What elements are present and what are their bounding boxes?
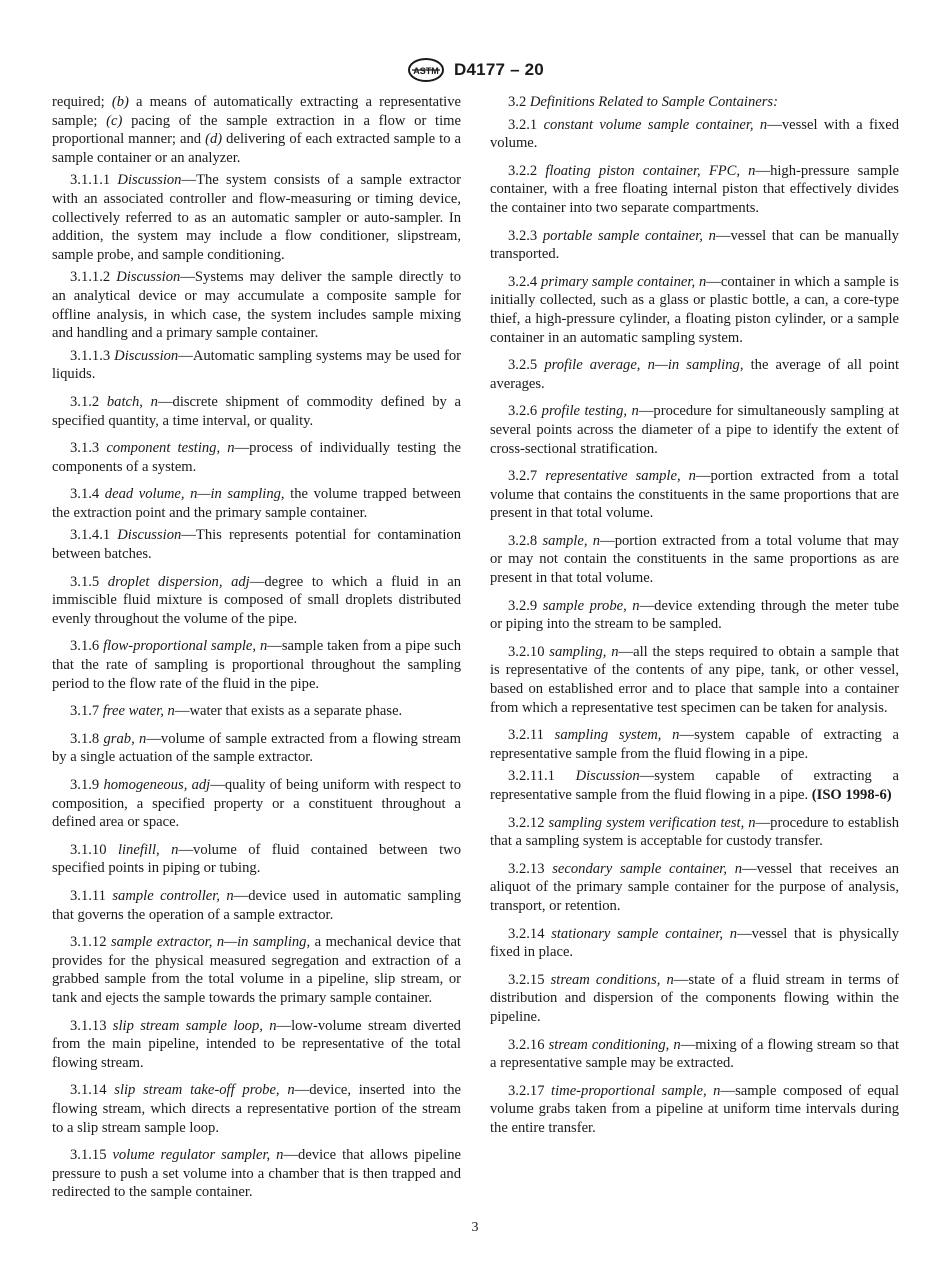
definition-time-proportional-sample: 3.2.17 time-proportional sample, n—sample composed of equal volume grabs taken from a pipeline at uniform time intervals during the entire transfer. xyxy=(490,1082,899,1136)
definition-batch: 3.1.2 batch, n—discrete shipment of commodity defined by a specified quantity, a time interval, or quality. xyxy=(52,393,461,429)
definition-sample-extractor: 3.1.12 sample extractor, n—in sampling, a mechanical device that provides for the physical measured segregation and extraction of a grabbed sample from the total volume in a pipeline, slip stream, or tank and ejects the sample towards the primary sample container. xyxy=(52,934,461,1006)
definition-volume-regulator-sampler: 3.1.15 volume regulator sampler, n—device that allows pipeline pressure to push a set volume into a chamber that is then trapped and redirected to the sample container. xyxy=(52,1147,461,1201)
section-heading: 3.2 Definitions Related to Sample Containers: xyxy=(508,94,778,110)
definition-sample: 3.2.8 sample, n—portion extracted from a total volume that may or may not contain the constituents in the same proportions as are present in that total volume. xyxy=(490,532,899,587)
definition-flow-proportional-sample: 3.1.6 flow-proportional sample, n—sample taken from a pipe such that the rate of sampling is proportional throughout the sampling period to the flow rate of the fluid in the pipe. xyxy=(52,638,461,692)
definition-stream-conditioning: 3.2.16 stream conditioning, n—mixing of a flowing stream so that a representative sample may be extracted. xyxy=(490,1036,899,1072)
definition-profile-average: 3.2.5 profile average, n—in sampling, the average of all point averages. xyxy=(490,357,899,392)
page-header xyxy=(0,56,950,84)
document-id: D4177 – 20 xyxy=(454,60,544,79)
definition-linefill: 3.1.10 linefill, n—volume of fluid contained between two specified points in piping or tubing. xyxy=(52,841,461,877)
definition-sample-probe: 3.2.9 sample probe, n—device extending through the meter tube or piping into the stream to be sampled. xyxy=(490,597,900,633)
definition-portable-sample-container: 3.2.3 portable sample container, n—vessel that can be manually transported. xyxy=(490,227,899,263)
definition-component-testing: 3.1.3 component testing, n—process of individually testing the components of a system. xyxy=(52,440,461,475)
paragraph: 3.1.4.1 Discussion—This represents potential for contamination between batches. xyxy=(52,527,462,563)
definition-slip-stream-sample-loop: 3.1.13 slip stream sample loop, n—low-volume stream diverted from the main pipeline, intended to be representative of the total flowing stream. xyxy=(52,1017,461,1071)
definition-sampling: 3.2.10 sampling, n—all the steps required to obtain a sample that is representative of the contents of any pipe, tank, or other vessel, based on established error and to place that sample into a container from which a representative test specimen can be taken for analysis. xyxy=(490,643,900,716)
paragraph: 3.1.1.2 Discussion—Systems may deliver the sample directly to an analytical device or may accumulate a composite sample for offline analysis, in which case, the system includes sample mixing and handling and a primary sample container. xyxy=(52,269,461,342)
definition-slip-stream-take-off-probe: 3.1.14 slip stream take-off probe, n—device, inserted into the flowing stream, which directs a representative portion of the stream to a slip stream sample loop. xyxy=(52,1082,462,1136)
definition-representative-sample: 3.2.7 representative sample, n—portion extracted from a total volume that contains the constituents in the same proportions that are present in that total volume. xyxy=(490,468,899,522)
definition-droplet-dispersion: 3.1.5 droplet dispersion, adj—degree to which a fluid in an immiscible fluid mixture is composed of small droplets distributed evenly throughout the volume of the pipe. xyxy=(52,573,461,627)
left-column xyxy=(52,93,461,1211)
definition-secondary-sample-container: 3.2.13 secondary sample container, n—vessel that receives an aliquot of the primary sample container for the purpose of analysis, transport, or retention. xyxy=(490,860,899,914)
definition-free-water: 3.1.7 free water, n—water that exists as a separate phase. xyxy=(70,703,403,720)
definition-floating-piston-container: 3.2.2 floating piston container, FPC, n—high-pressure sample container, with a free floating internal piston that effectively divides the container into two separate compartments. xyxy=(490,162,899,216)
paragraph: 3.1.1.3 Discussion—Automatic sampling systems may be used for liquids. xyxy=(52,347,462,383)
definition-homogeneous: 3.1.9 homogeneous, adj—quality of being uniform with respect to composition, a specified property or a constituent throughout a defined area or space. xyxy=(52,777,462,831)
definition-stationary-sample-container: 3.2.14 stationary sample container, n—vessel that is physically fixed in place. xyxy=(490,925,899,961)
page-number: 3 xyxy=(471,1220,479,1235)
paragraph: 3.2.11.1 Discussion—system capable of extracting a representative sample from the fluid flowing in a pipe. (ISO 1998-6) xyxy=(490,768,899,803)
definition-sampling-system-verification-test: 3.2.12 sampling system verification test, n—procedure to establish that a sampling system is acceptable for custody transfer. xyxy=(490,814,899,850)
right-column xyxy=(490,93,899,1147)
definition-sample-controller: 3.1.11 sample controller, n—device used in automatic sampling that governs the operation of a sample extractor. xyxy=(52,887,462,923)
definition-primary-sample-container: 3.2.4 primary sample container, n—container in which a sample is initially collected, such as a glass or plastic bottle, a can, a core-type thief, a high-pressure cylinder, a floating piston cylinder, or a sample container in an automatic sampling system. xyxy=(490,273,899,346)
paragraph: 3.1.1.1 Discussion—The system consists of a sample extractor with an associated controller and flow-measuring or timing device, collectively referred to as an automatic sampler or auto-sampler. In addition, the system may include a flow conditioner, slipstream, sample probe, and sample conditioning. xyxy=(52,172,462,263)
definition-sampling-system: 3.2.11 sampling system, n—system capable of extracting a representative sample from the fluid flowing in a pipe. xyxy=(490,727,900,762)
astm-logo-icon xyxy=(406,57,446,83)
definition-grab: 3.1.8 grab, n—volume of sample extracted from a flowing stream by a single actuation of the sample extractor. xyxy=(52,730,461,766)
definition-dead-volume: 3.1.4 dead volume, n—in sampling, the volume trapped between the extraction point and the primary sample container. xyxy=(52,486,461,521)
paragraph: required; (b) a means of automatically extracting a representative sample; (c) pacing of the sample extraction in a flow or time proportional manner; and (d) delivering of each extracted sample to a sample container or an analyzer. xyxy=(52,94,462,166)
definition-stream-conditions: 3.2.15 stream conditions, n—state of a fluid stream in terms of distribution and dispersion of the components flowing within the pipeline. xyxy=(490,971,900,1025)
definition-profile-testing: 3.2.6 profile testing, n—procedure for simultaneously sampling at several points across the diameter of a pipe to identify the extent of cross-sectional stratification. xyxy=(490,403,900,457)
logo-text: ASTM xyxy=(413,66,439,76)
definition-constant-volume-sample-container: 3.2.1 constant volume sample container, n—vessel with a fixed volume. xyxy=(490,116,899,152)
